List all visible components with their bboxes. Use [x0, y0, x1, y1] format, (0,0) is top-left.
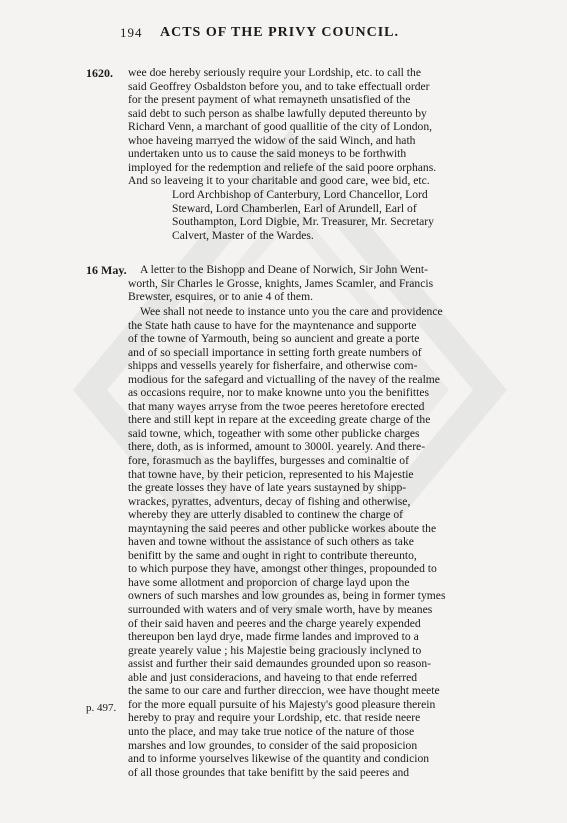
text-line: A letter to the Bishopp and Deane of Norwich, Sir John Went-	[140, 263, 428, 276]
letter-heading	[128, 263, 506, 304]
text-line: of the towne of Yarmouth, being so auncient and greate a porte	[128, 332, 420, 346]
text-line: Wee shall not neede to instance unto you the care and providence	[140, 305, 443, 318]
running-head	[120, 25, 520, 45]
text-line: wrackes, pyrattes, adventurs, decay of fishing and otherwise,	[128, 494, 411, 508]
text-line: owners of such marshes and low groundes as, being in former tymes	[128, 589, 446, 603]
text-line: have some allotment and proporcion of charge layd upon the	[128, 575, 410, 589]
text-line: fore, forasmuch as the bayliffes, burgesses and cominaltie of	[128, 454, 409, 468]
paragraph-2	[128, 305, 506, 779]
text-line: to which purpose they have, amongst other thinges, propounded to	[128, 562, 437, 576]
text-line: shipps and vessells yearely for fisherfaire, and otherwise com-	[128, 359, 418, 373]
text-line: imployed for the redemption and reliefe of the said poore orphans.	[128, 160, 437, 174]
text-line: whoe haveing marryed the widow of the said Winch, and hath	[128, 133, 416, 147]
text-line: the greate losses they have of late years sustayned by shipp-	[128, 481, 407, 495]
text-line: And so leaveing it to your charitable and good care, wee bid, etc.	[128, 174, 430, 188]
text-line: surrounded with waters and of very smale worth, have by meanes	[128, 603, 433, 617]
signatories	[128, 188, 506, 242]
text-line: Brewster, esquires, or to anie 4 of them.	[128, 290, 313, 304]
text-line: Richard Venn, a marchant of good quallitie of the city of London,	[128, 120, 433, 134]
text-line: thereupon ben layd drye, made firme landes and improved to a	[128, 630, 419, 644]
margin-page-ref: p. 497.	[86, 702, 117, 714]
text-line: mayntayning the said peeres and other publicke workes aboute the	[128, 521, 437, 535]
text-line: as occasions require, nor to make knowne unto you the benifittes	[128, 386, 430, 400]
text-line: Calvert, Master of the Wardes.	[172, 228, 314, 242]
text-line: said Geoffrey Osbaldston before you, and to take effectuall order	[128, 79, 430, 93]
text-line: of their said haven and peeres and the charge yearely expended	[128, 616, 421, 630]
text-line: worth, Sir Charles le Grosse, knights, James Scamler, and Francis	[128, 276, 434, 290]
text-line: the same to our care and further direccion, wee have thought meete	[128, 684, 440, 698]
text-line: marshes and low groundes, to consider of the said proposicion	[128, 738, 418, 752]
text-line: undertaken unto us to cause the said moneys to be forthwith	[128, 147, 407, 161]
paragraph-1	[128, 66, 506, 188]
text-line: the State hath cause to have for the mayntenance and supporte	[128, 318, 417, 332]
text-line: of all those groundes that take benifitt by the said peeres and	[128, 765, 410, 779]
text-line: there and still kept in repare at the exceeding greate charge of the	[128, 413, 431, 427]
text-line: greate yearely value ; his Majestie being graciously inclyned to	[128, 643, 422, 657]
text-line: and of so speciall importance in setting forth greate numbers of	[128, 345, 422, 359]
text-line: Steward, Lord Chamberlen, Earl of Arundell, Earl of	[172, 201, 417, 215]
page-number: 194	[120, 25, 143, 40]
text-line: hereby to pray and require your Lordship, etc. that reside neere	[128, 711, 421, 725]
text-line: said debt to such person as shalbe lawfully deputed thereunto by	[128, 106, 427, 120]
text-line: haven and towne without the assistance of such others as take	[128, 535, 414, 549]
text-line: and to informe yourselves likewise of the quantity and condicion	[128, 752, 430, 766]
margin-date: 16 May.	[86, 263, 127, 277]
text-line: unto the place, and may take true notice of the nature of those	[128, 724, 415, 738]
text-line: that many wayes arryse from the twoe peeres heretofore erected	[128, 399, 425, 413]
text-line: Lord Archbishop of Canterbury, Lord Chancellor, Lord	[172, 188, 428, 201]
text-line: said towne, which, togeather with some other publicke charges	[128, 426, 420, 440]
text-line: benifitt by the same and ought in right to contribute thereunto,	[128, 548, 417, 562]
text-line: assist and further their said demaundes grounded upon so reason-	[128, 657, 431, 671]
text-line: that towne have, by their peticion, represented to his Majestie	[128, 467, 414, 481]
text-line: Southampton, Lord Digbie, Mr. Treasurer, Mr. Secretary	[172, 215, 434, 229]
text-line: able and just consideracions, and haveing to that ende referred	[128, 670, 418, 684]
text-line: for the more equall pursuite of his Majesty's good pleasure therein	[128, 697, 436, 711]
text-line: for the present payment of what remayneth unsatisfied of the	[128, 93, 411, 107]
running-title: ACTS OF THE PRIVY COUNCIL.	[160, 25, 400, 40]
margin-year: 1620.	[86, 66, 113, 80]
text-line: wee doe hereby seriously require your Lordship, etc. to call the	[128, 66, 421, 79]
text-line: there, doth, as is informed, amount to 3000l. yearely. And there-	[128, 440, 426, 454]
text-line: whereby they are utterly disabled to continew the charge of	[128, 508, 404, 522]
text-line: modious for the safegard and victualling of the navey of the realme	[128, 372, 440, 386]
